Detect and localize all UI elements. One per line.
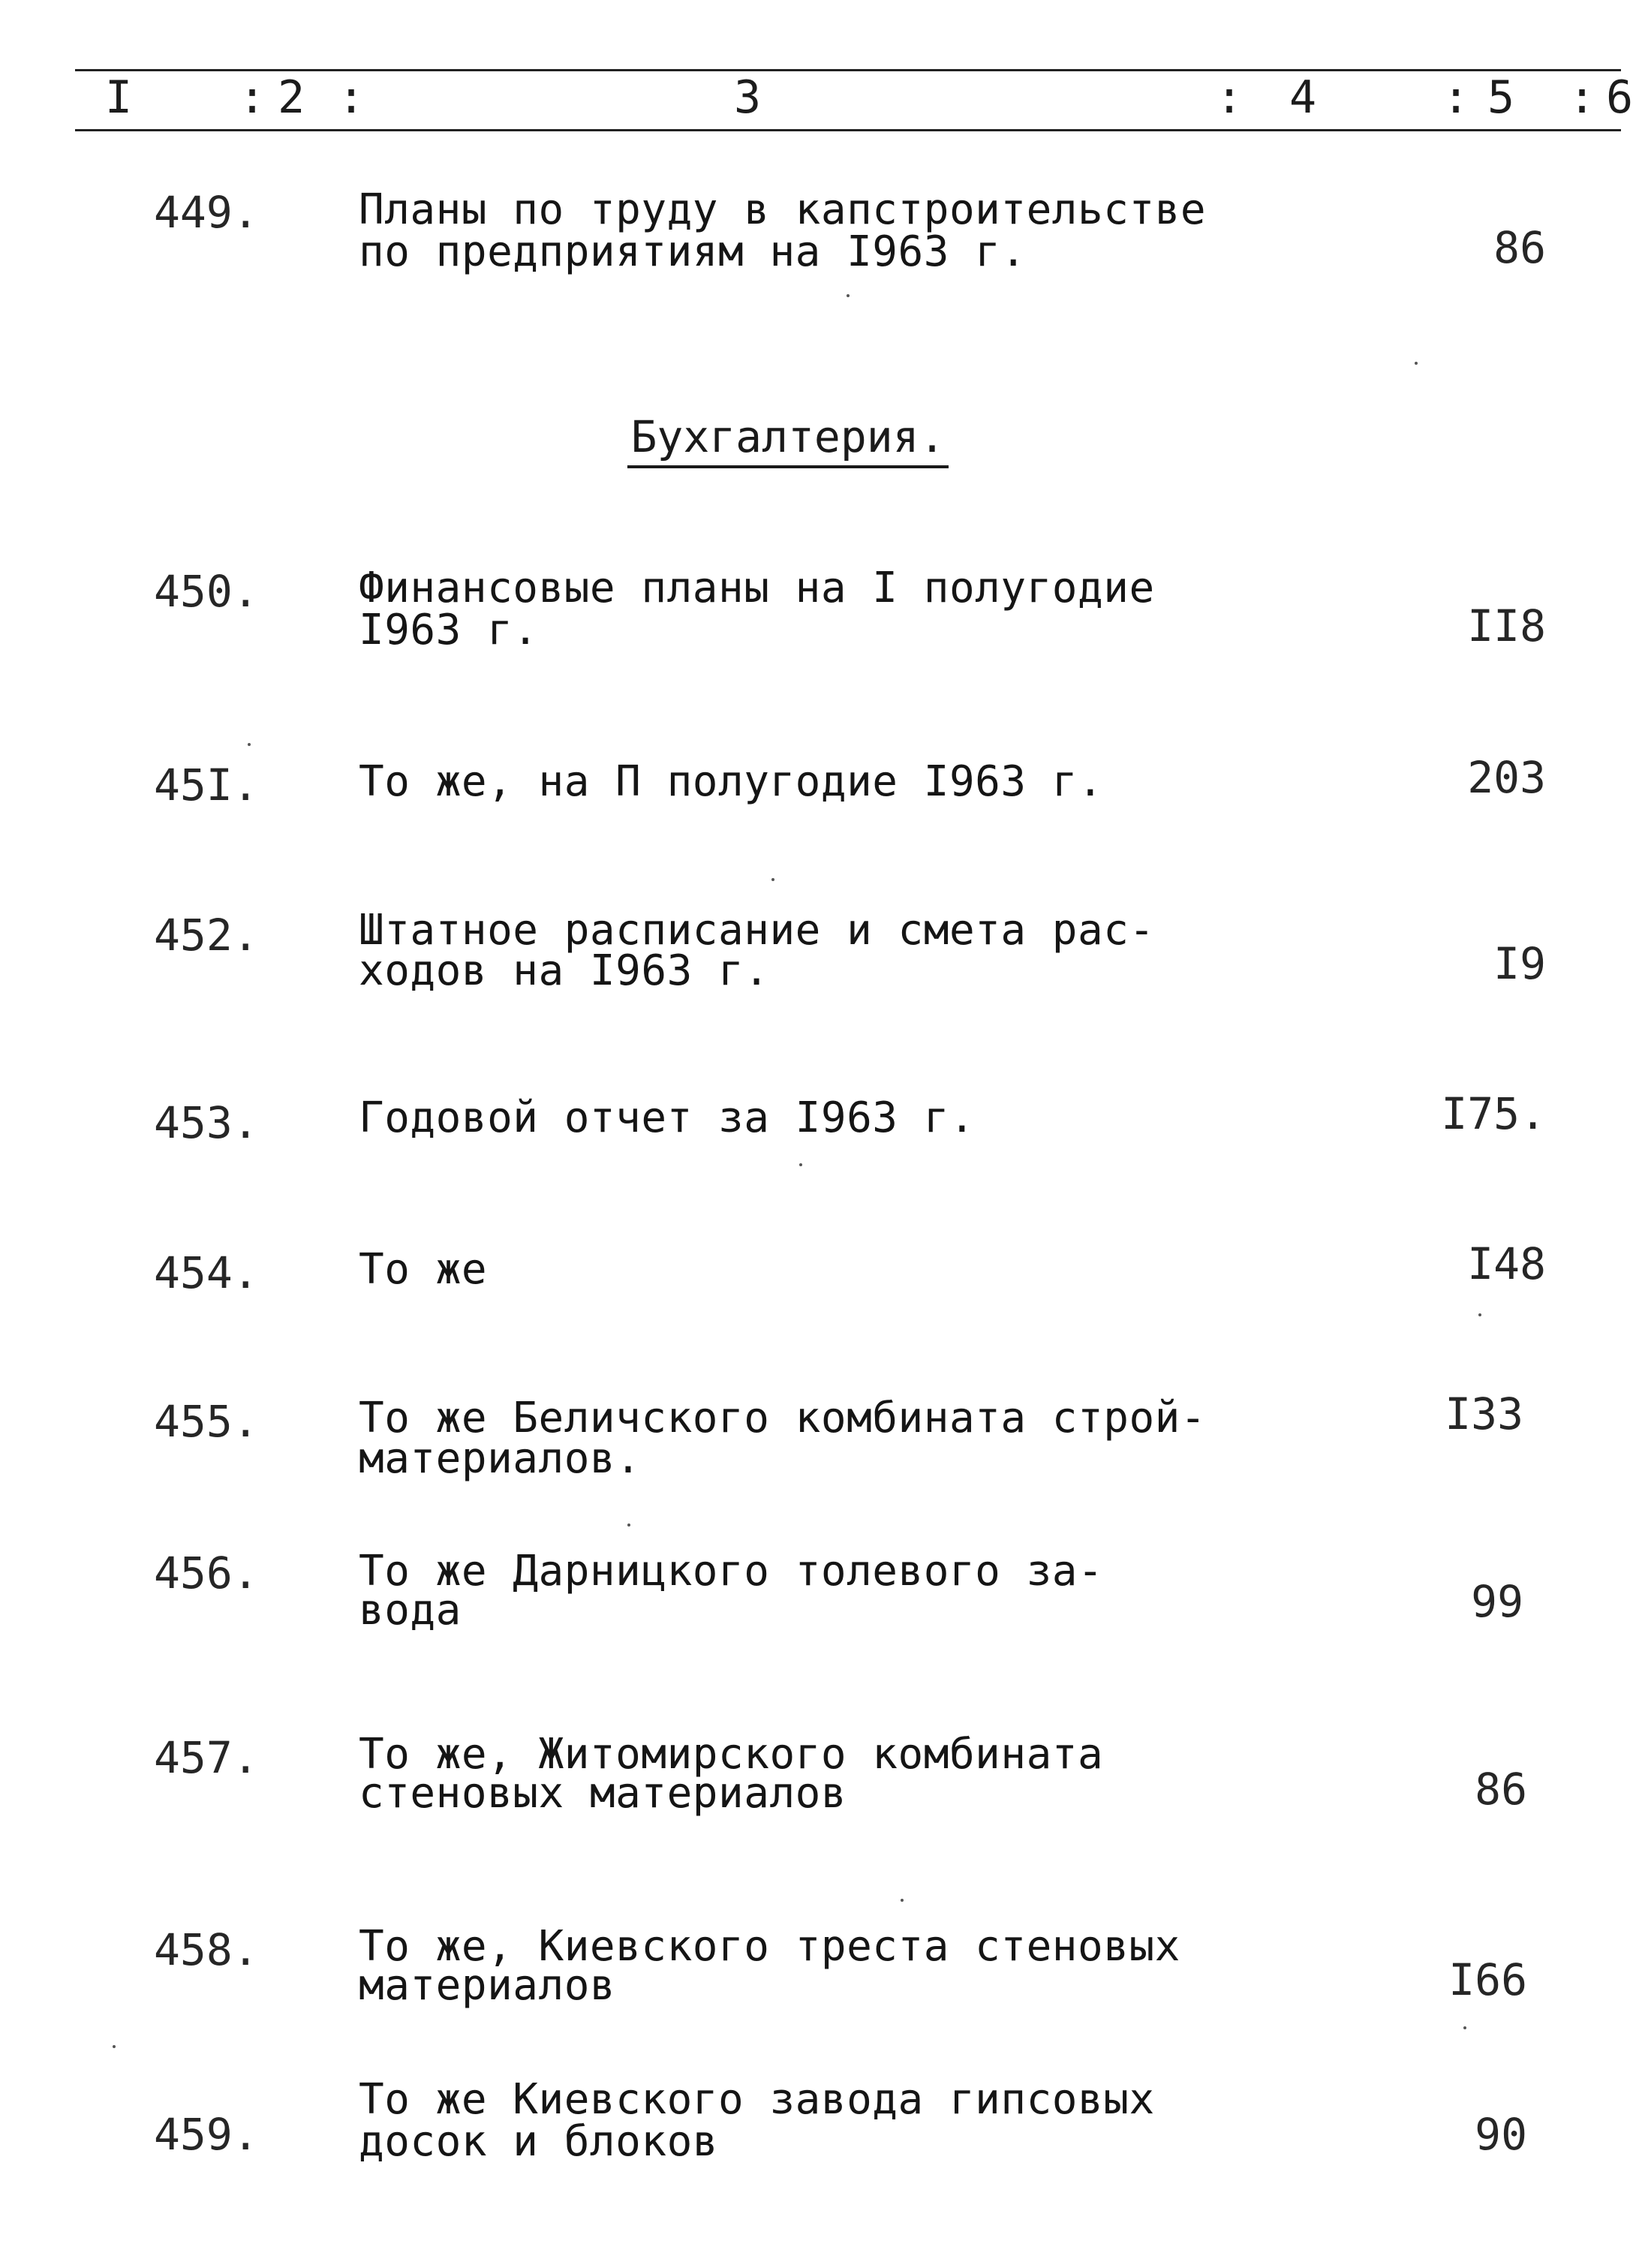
header-col-4: 4 bbox=[1289, 71, 1317, 124]
scan-speck bbox=[627, 1524, 630, 1527]
scan-speck bbox=[799, 1163, 802, 1166]
item-sheet-count: 99 bbox=[1471, 1576, 1523, 1627]
item-number: 459. bbox=[154, 2109, 259, 2160]
scan-speck bbox=[847, 294, 850, 297]
item-description-line1: То же, на П полугодие I963 г. bbox=[359, 757, 1104, 806]
item-sheet-count: I48 bbox=[1467, 1238, 1546, 1289]
scan-speck bbox=[1463, 2026, 1466, 2029]
header-col-5: 5 bbox=[1487, 71, 1515, 124]
header-col-1: I bbox=[105, 71, 133, 124]
item-description-line1: Годовой отчет за I963 г. bbox=[359, 1093, 976, 1142]
item-description-line1: То же, Киевского треста стеновых bbox=[359, 1922, 1180, 1971]
item-number: 458. bbox=[154, 1924, 259, 1975]
header-sep-5: : bbox=[1568, 71, 1596, 124]
item-sheet-count: 86 bbox=[1475, 1764, 1527, 1815]
item-description-line1: То же Беличского комбината строй- bbox=[359, 1394, 1207, 1442]
header-col-6: 6 bbox=[1606, 71, 1633, 124]
item-description-line2: материалов. bbox=[359, 1434, 642, 1483]
header-bottom-rule bbox=[75, 129, 1621, 131]
item-number: 455. bbox=[154, 1396, 259, 1447]
item-description-line1: Планы по труду в капстроительстве bbox=[359, 185, 1207, 234]
item-description-line2: вода bbox=[359, 1586, 462, 1635]
item-description-line2: материалов bbox=[359, 1961, 616, 2010]
item-description-line1: Штатное расписание и смета рас- bbox=[359, 906, 1155, 955]
scan-speck bbox=[1415, 362, 1418, 365]
item-description-line1: То же bbox=[359, 1245, 488, 1294]
item-number: 449. bbox=[154, 187, 259, 238]
item-description-line1: Финансовые планы на I полугодие bbox=[359, 564, 1155, 612]
header-sep-2: : bbox=[338, 71, 365, 124]
item-sheet-count: 86 bbox=[1493, 222, 1546, 273]
item-number: 452. bbox=[154, 910, 259, 961]
item-number: 456. bbox=[154, 1548, 259, 1599]
header-sep-4: : bbox=[1442, 71, 1470, 124]
header-top-rule bbox=[75, 69, 1621, 71]
item-sheet-count: I66 bbox=[1448, 1954, 1527, 2005]
scan-speck bbox=[1478, 1313, 1481, 1316]
item-description-line2: стеновых материалов bbox=[359, 1769, 847, 1818]
item-sheet-count: I75. bbox=[1441, 1088, 1546, 1139]
item-description-line2: досок и блоков bbox=[359, 2117, 719, 2166]
item-number: 45I. bbox=[154, 760, 259, 811]
scan-speck bbox=[248, 743, 251, 746]
section-title-text: Бухгалтерия. bbox=[627, 414, 948, 468]
item-description-line2: по предприятиям на I963 г. bbox=[359, 227, 1027, 276]
item-sheet-count: 203 bbox=[1467, 752, 1546, 803]
scan-speck bbox=[113, 2045, 116, 2048]
item-description-line1: То же Дарницкого толевого за- bbox=[359, 1547, 1104, 1596]
item-number: 450. bbox=[154, 566, 259, 617]
item-sheet-count: I33 bbox=[1445, 1388, 1523, 1439]
header-col-3: 3 bbox=[734, 71, 762, 124]
item-number: 457. bbox=[154, 1732, 259, 1783]
item-sheet-count: II8 bbox=[1467, 600, 1546, 651]
item-number: 454. bbox=[154, 1247, 259, 1298]
scan-speck bbox=[901, 1899, 904, 1902]
item-sheet-count: 90 bbox=[1475, 2109, 1527, 2160]
item-description-line2: ходов на I963 г. bbox=[359, 946, 770, 995]
item-description-line1: То же Киевского завода гипсовых bbox=[359, 2075, 1155, 2124]
header-col-2: 2 bbox=[278, 71, 305, 124]
section-title bbox=[0, 411, 1621, 468]
item-sheet-count: I9 bbox=[1493, 938, 1546, 989]
item-description-line1: То же, Житомирского комбината bbox=[359, 1730, 1104, 1779]
header-sep-3: : bbox=[1216, 71, 1244, 124]
item-number: 453. bbox=[154, 1097, 259, 1148]
scan-speck bbox=[771, 878, 774, 881]
header-sep-1: : bbox=[239, 71, 266, 124]
item-description-line2: I963 г. bbox=[359, 606, 539, 654]
